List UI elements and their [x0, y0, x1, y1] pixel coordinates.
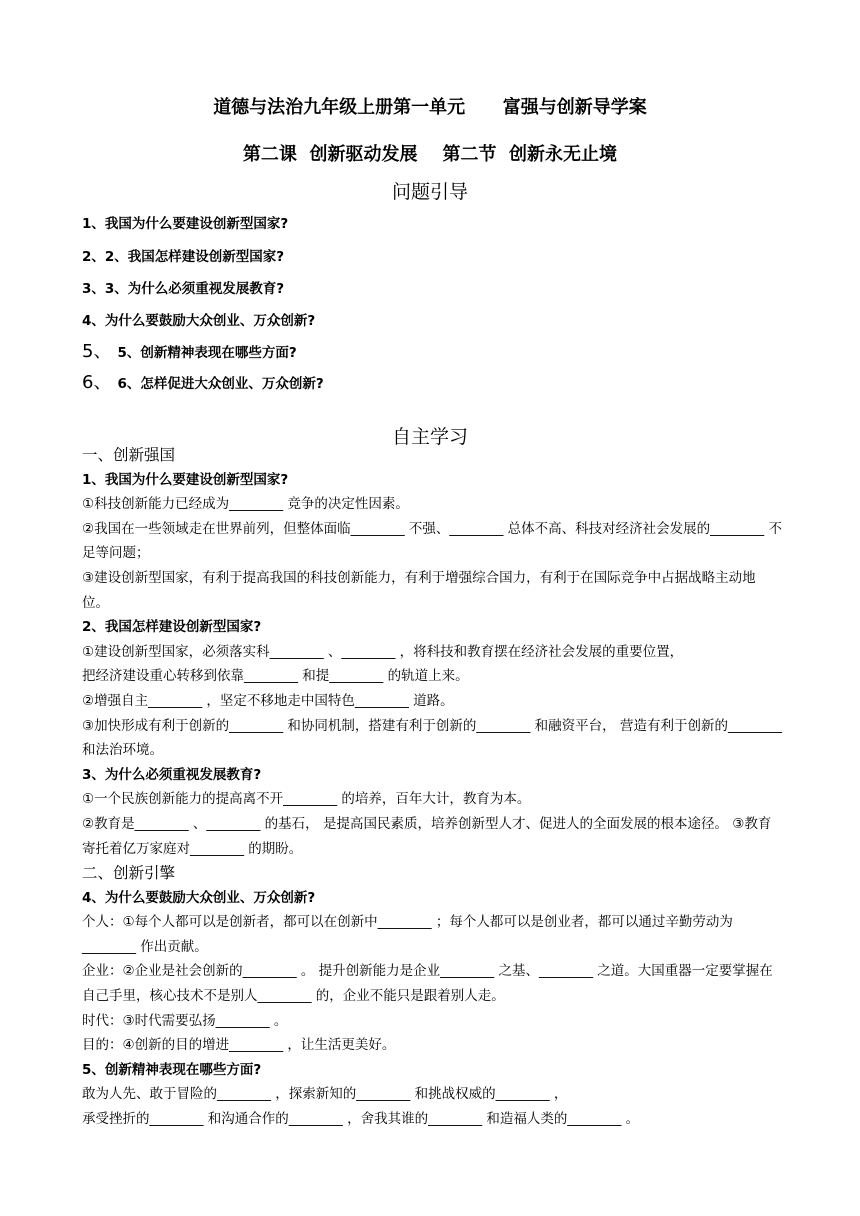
study-section-title: 自主学习: [391, 426, 468, 448]
fill-in-line: ②教育是________ 、________ 的基石， 是提高国民素质，培养创新型人才、促进人的全面发展的根本途径。 ③教育寄托着亿万家庭对________ 的期盼。: [82, 815, 772, 857]
guide-question-text: 5、创新精神表现在哪些方面?: [117, 345, 297, 361]
guide-question-text: 1、我国为什么要建设创新型国家?: [82, 216, 289, 232]
fill-in-line: 目的：④创新的目的增进________ ，让生活更美好。: [82, 1037, 396, 1054]
study-question: 4、为什么要鼓励大众创业、万众创新?: [82, 889, 316, 906]
guide-question-number: 6、: [82, 372, 112, 393]
fill-in-line: 承受挫折的________ 和沟通合作的________ ，舍我其谁的________ 和造福人类的________ 。: [82, 1111, 640, 1128]
guide-question: [82, 309, 315, 329]
fill-in-line: ②我国在一些领域走在世界前列，但整体面临________ 不强、________ 总体不高、科技对经济社会发展的________ 不足等问题；: [82, 520, 782, 562]
fill-in-line: ①建设创新型国家，必须落实科________ 、________ ，将科技和教育摆在经济社会发展的重要位置，: [82, 643, 684, 660]
text-line: ③建设创新型国家，有利于提高我国的科技创新能力，有利于增强综合国力，有利于在国际竞争中占据战略主动地位。: [82, 569, 756, 611]
lesson-subtitle: 第二课 创新驱动发展 第二节 创新永无止境: [242, 144, 618, 165]
guide-question-text: 4、为什么要鼓励大众创业、万众创新?: [82, 313, 316, 329]
fill-in-line: 企业：②企业是社会创新的________ 。 提升创新能力是企业________ 之基、________ 之道。大国重器一定要掌握在自己手里，核心技术不是别人________ 的，企业不能只是跟着别人走。: [82, 963, 773, 1005]
guide-question-text: 6、怎样促进大众创业、万众创新?: [117, 376, 324, 392]
guide-question-number: 5、: [82, 341, 112, 362]
fill-in-line: 时代：③时代需要弘扬________ 。: [82, 1012, 288, 1029]
study-question: 2、我国怎样建设创新型国家?: [82, 619, 262, 636]
section-heading: 二、创新引擎: [82, 864, 176, 883]
guide-question: [82, 337, 297, 363]
fill-in-line: ①一个民族创新能力的提高离不开________ 的培养，百年大计，教育为本。: [82, 791, 531, 808]
study-question: 5、创新精神表现在哪些方面?: [82, 1061, 262, 1078]
fill-in-line: 敢为人先、敢于冒险的________ ，探索新知的________ 和挑战权威的________ ，: [82, 1086, 568, 1103]
study-content: [82, 443, 782, 1132]
fill-in-line: ②增强自主________ ，坚定不移地走中国特色________ 道路。: [82, 692, 454, 709]
fill-in-line: ①科技创新能力已经成为________ 竞争的决定性因素。: [82, 496, 409, 513]
guide-question: [82, 245, 284, 265]
guide-section-title: 问题引导: [391, 181, 468, 203]
guide-question: [82, 212, 288, 232]
study-question: 3、为什么必须重视发展教育?: [82, 766, 262, 783]
document-title: 道德与法治九年级上册第一单元 富强与创新导学案: [213, 97, 647, 118]
fill-in-line: 把经济建设重心转移到依靠________ 和提________ 的轨道上来。: [82, 668, 469, 685]
guide-question-text: 3、3、为什么必须重视发展教育?: [82, 281, 285, 297]
fill-in-line: ③加快形成有利于创新的________ 和协同机制，搭建有利于创新的________ 和融资平台， 营造有利于创新的________ 和法治环境。: [82, 717, 782, 759]
guide-question: [82, 277, 284, 297]
fill-in-line: 个人：①每个人都可以是创新者，都可以在创新中________ ；每个人都可以是创业者，都可以通过辛勤劳动为________ 作出贡献。: [82, 914, 733, 955]
section-heading: 一、创新强国: [82, 446, 176, 464]
guide-question: [82, 368, 324, 394]
study-question: 1、我国为什么要建设创新型国家?: [82, 471, 289, 488]
guide-question-text: 2、2、我国怎样建设创新型国家?: [82, 249, 285, 265]
